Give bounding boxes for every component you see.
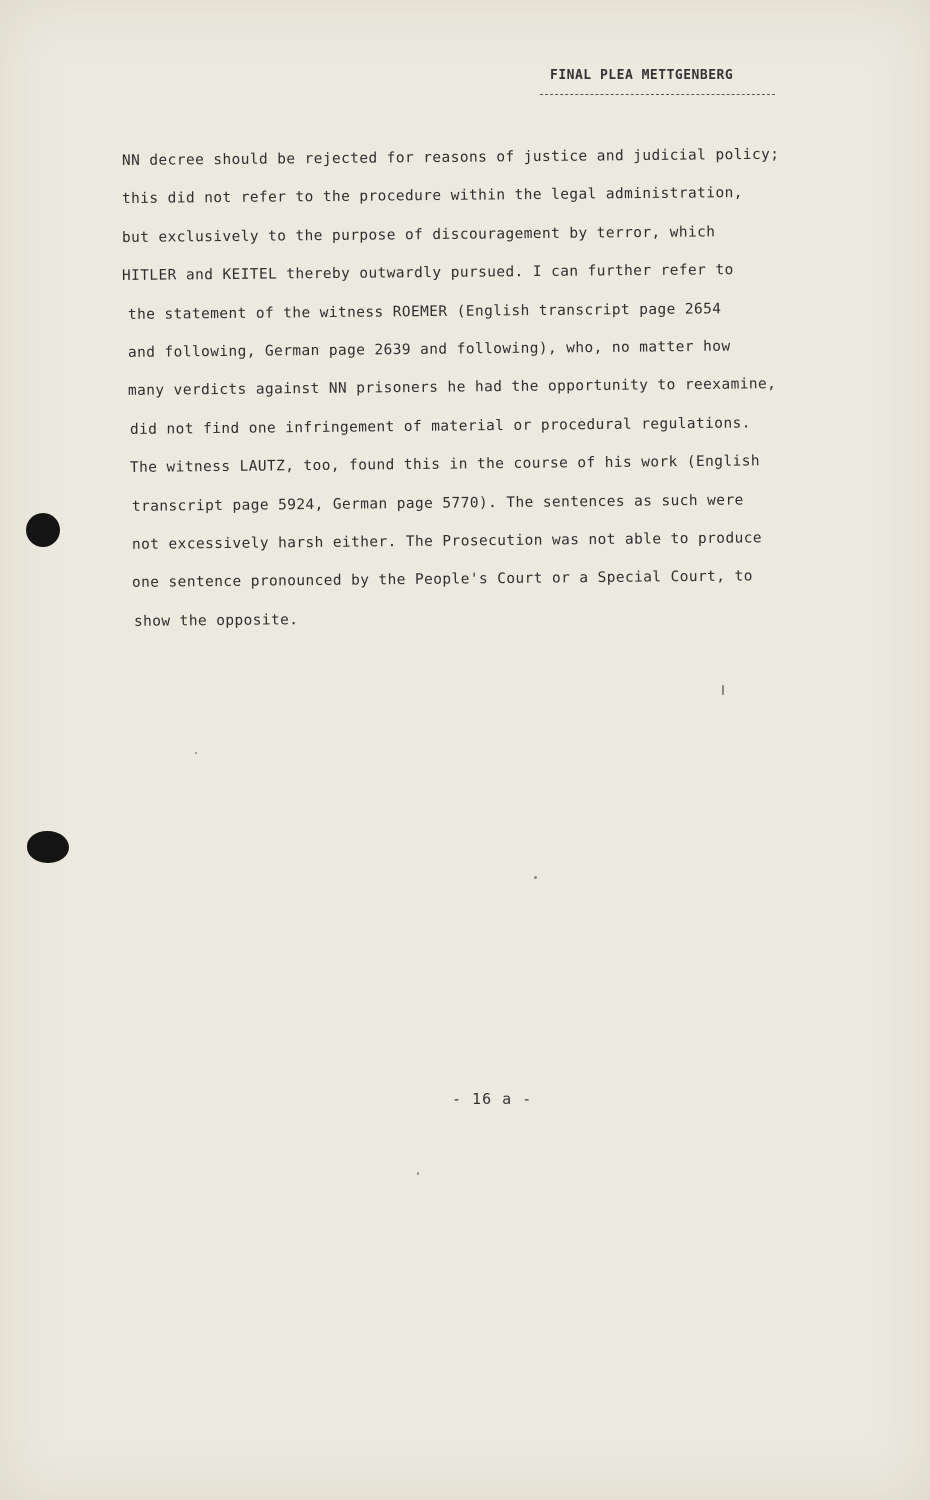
paper-speck <box>195 752 197 754</box>
body-text <box>122 142 822 641</box>
text-line: transcript page 5924, German page 5770). The sentences as such were <box>131 492 744 515</box>
punch-hole <box>26 513 60 547</box>
header-underline <box>540 94 775 95</box>
text-line: did not find one infringement of material or procedural regulations. <box>129 415 751 438</box>
text-line: NN decree should be rejected for reasons of justice and judicial policy; <box>121 146 780 169</box>
text-line: this did not refer to the procedure within the legal administration, <box>121 185 743 208</box>
paper-speck <box>417 1172 419 1175</box>
document-header: FINAL PLEA METTGENBERG <box>550 68 734 83</box>
page-number: - 16 a - <box>452 1090 533 1108</box>
text-line: and following, German page 2639 and following), who, no matter how <box>127 338 731 361</box>
text-line: many verdicts against NN prisoners he had the opportunity to reexamine, <box>127 376 777 400</box>
text-line: HITLER and KEITEL thereby outwardly pursued. I can further refer to <box>121 262 734 285</box>
text-line: one sentence pronounced by the People's Court or a Special Court, to <box>131 568 753 592</box>
paper-speck <box>534 876 537 879</box>
paper-speck <box>722 685 724 695</box>
text-line: The witness LAUTZ, too, found this in the course of his work (English <box>129 453 760 477</box>
text-line: not excessively harsh either. The Prosecution was not able to produce <box>131 530 762 553</box>
text-line: the statement of the witness ROEMER (English transcript page 2654 <box>127 300 722 323</box>
text-line: show the opposite. <box>133 612 299 630</box>
text-line: but exclusively to the purpose of discouragement by terror, which <box>121 224 716 246</box>
punch-hole <box>27 831 69 863</box>
